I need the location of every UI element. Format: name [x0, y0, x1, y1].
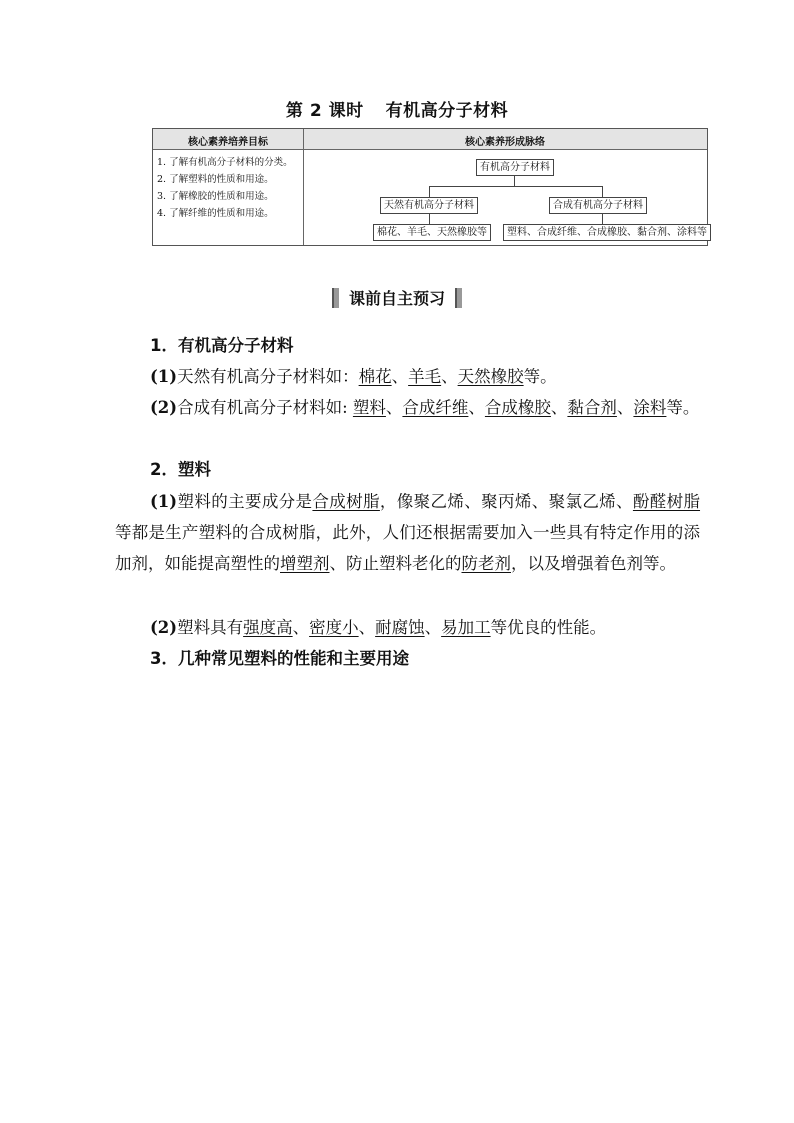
paragraph-natural	[150, 361, 700, 392]
text: 塑料的主要成分是	[177, 492, 313, 511]
answer-blank: 酚醛树脂	[632, 492, 701, 511]
answer-blank: 天然橡胶	[457, 367, 524, 386]
paragraph-plastic-composition	[115, 486, 700, 579]
header-context: 核心素养形成脉络	[465, 137, 545, 148]
answer-blank: 强度高	[243, 618, 293, 637]
text: 、	[385, 398, 403, 417]
item-marker: (2)	[150, 398, 178, 417]
answer-blank: 合成纤维	[402, 398, 469, 417]
text: 、	[292, 618, 310, 637]
lesson-title	[0, 96, 794, 121]
answer-blank: 耐腐蚀	[375, 618, 425, 637]
section-header	[0, 286, 794, 309]
answer-blank: 易加工	[441, 618, 491, 637]
goal-item: 2. 了解塑料的性质和用途。	[157, 174, 274, 185]
text: 合成有机高分子材料如:	[177, 398, 353, 417]
answer-blank: 合成树脂	[312, 492, 380, 511]
header-bar-right	[455, 288, 462, 308]
text: 、	[441, 367, 458, 386]
answer-blank: 黏合剂	[567, 398, 617, 417]
diagram-synthetic-examples: 塑料、合成纤维、合成橡胶、黏合剂、涂料等	[503, 224, 711, 241]
answer-blank: 合成橡胶	[484, 398, 551, 417]
diagram-natural: 天然有机高分子材料	[380, 197, 478, 214]
connector-line	[429, 214, 430, 224]
connector-line	[602, 214, 603, 224]
text: ，以及增强着色剂等。	[511, 554, 676, 573]
text: 塑料具有	[177, 618, 244, 637]
text: 、	[468, 398, 485, 417]
connector-line	[429, 186, 430, 197]
item-marker: (1)	[150, 492, 178, 511]
heading-plastics: 2．塑料	[150, 460, 211, 479]
paragraph-plastic-properties	[150, 612, 700, 643]
connector-line	[429, 186, 602, 187]
answer-blank: 羊毛	[408, 367, 442, 386]
table-header	[153, 129, 707, 150]
text: 等。	[666, 398, 700, 417]
text: 等优良的性能。	[490, 618, 607, 637]
diagram-root: 有机高分子材料	[476, 159, 554, 176]
answer-blank: 塑料	[352, 398, 386, 417]
text: 等。	[523, 367, 557, 386]
answer-blank: 增塑剂	[280, 554, 330, 573]
column-divider	[303, 129, 304, 245]
answer-blank: 防老剂	[461, 554, 511, 573]
goal-item: 1. 了解有机高分子材料的分类。	[157, 157, 293, 168]
section-title: 课前自主预习	[348, 289, 445, 308]
header-bar-left	[332, 288, 339, 308]
goal-item: 3. 了解橡胶的性质和用途。	[157, 191, 274, 202]
answer-blank: 涂料	[633, 398, 667, 417]
text: 、	[616, 398, 634, 417]
text: 、防止塑料老化的	[329, 554, 462, 573]
connector-line	[514, 176, 515, 186]
text: 、	[391, 367, 409, 386]
answer-blank: 棉花	[358, 367, 392, 386]
diagram-natural-examples: 棉花、羊毛、天然橡胶等	[373, 224, 491, 241]
item-marker: (1)	[150, 367, 178, 386]
header-goals: 核心素养培养目标	[188, 137, 268, 148]
text: 、	[424, 618, 442, 637]
heading-organic-polymer: 1．有机高分子材料	[150, 336, 294, 355]
text: 、	[358, 618, 376, 637]
text: 天然有机高分子材料如：	[177, 367, 359, 386]
core-competency-table	[152, 128, 708, 246]
text: ，像聚乙烯、聚丙烯、聚氯乙烯、	[379, 492, 633, 511]
lesson-number: 第 2 课时	[285, 101, 364, 121]
goal-item: 4. 了解纤维的性质和用途。	[157, 208, 274, 219]
lesson-topic: 有机高分子材料	[385, 101, 509, 121]
connector-line	[602, 186, 603, 197]
paragraph-synthetic	[115, 392, 700, 423]
diagram-synthetic: 合成有机高分子材料	[549, 197, 647, 214]
goals-list	[157, 154, 301, 222]
text: 、	[550, 398, 568, 417]
answer-blank: 密度小	[309, 618, 359, 637]
heading-common-plastics: 3．几种常见塑料的性能和主要用途	[150, 649, 409, 668]
text: 等都是生产塑料的合成树脂，此外，人们还根据需要加入一些具有特定作用的添加剂，如能提高塑性的	[115, 523, 700, 573]
item-marker: (2)	[150, 618, 178, 637]
